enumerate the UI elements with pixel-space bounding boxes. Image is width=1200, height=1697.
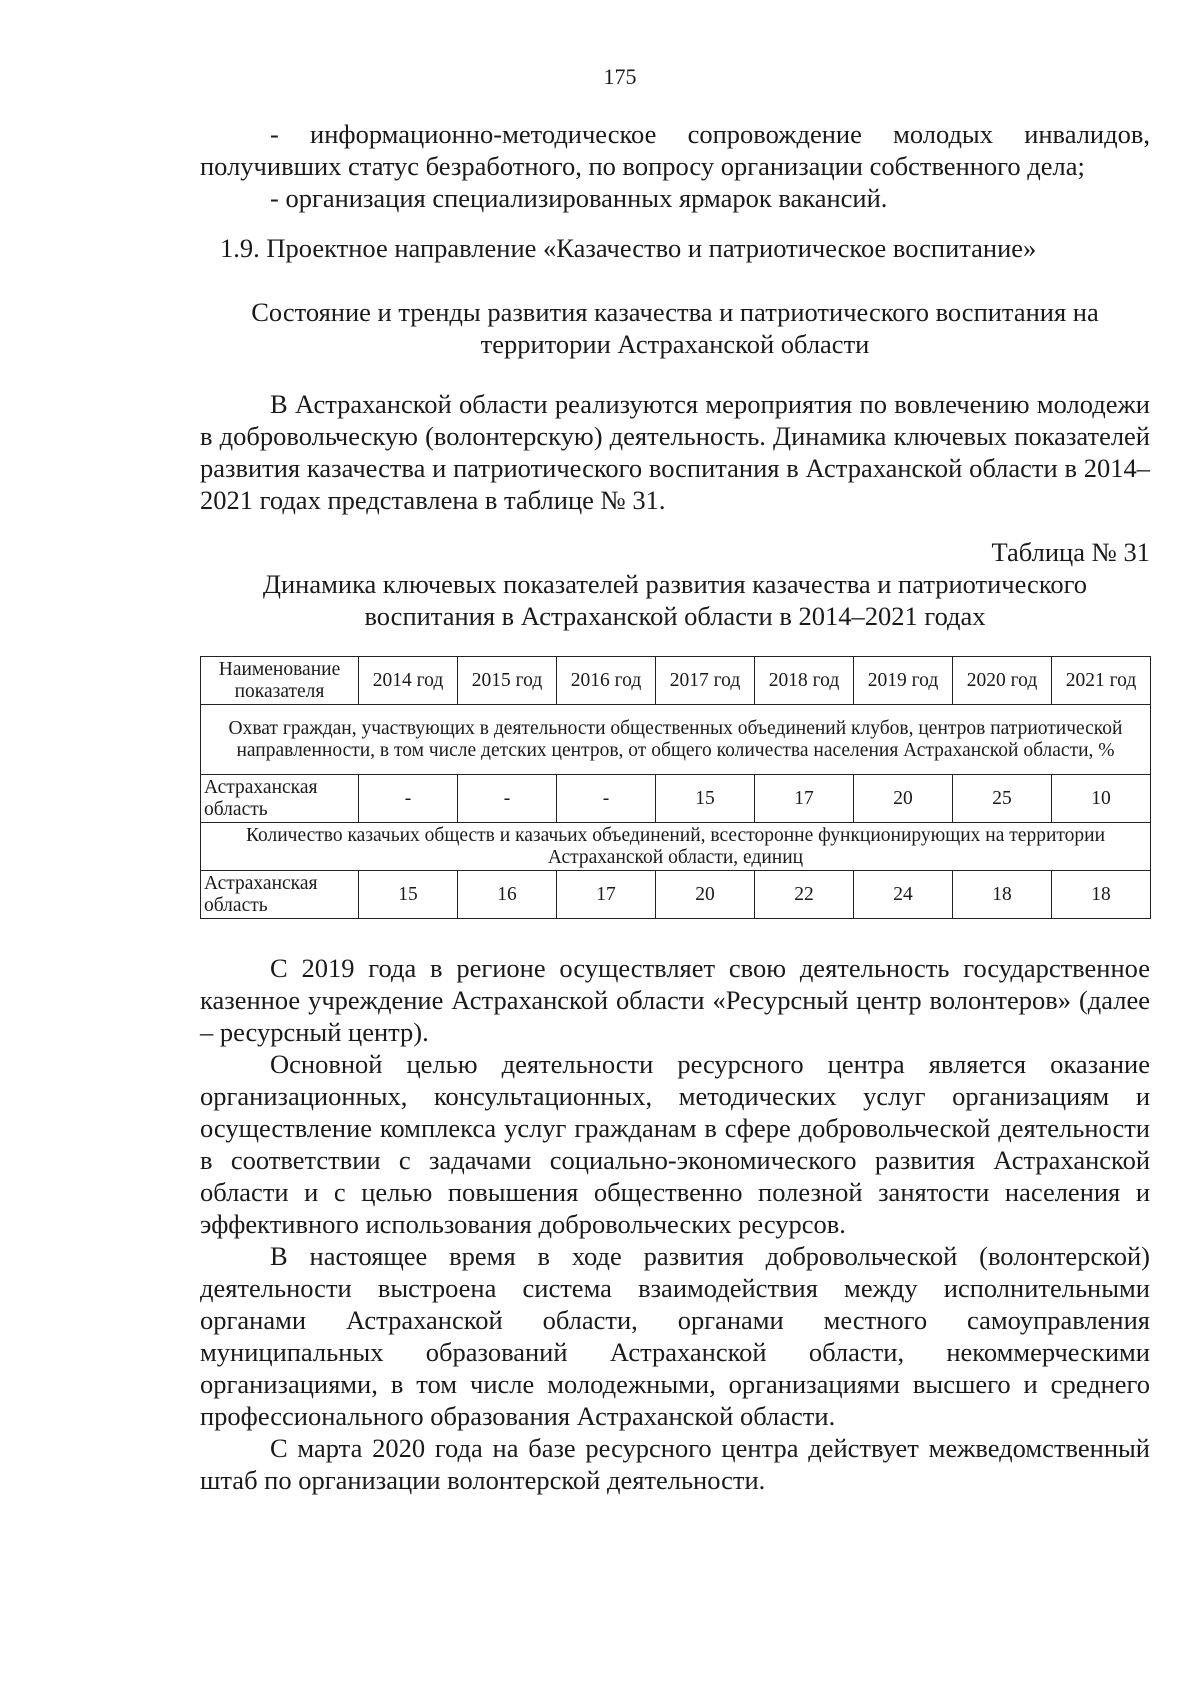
paragraph: Основной целью деятельности ресурсного центра является оказание организационных, консультационных, методических услуг организациям и осуществление комплекса услуг гражданам в сфере добровольческой деятельности в соответствии с задачами социально-экономического развития Астраханской области и с целью повышения общественно полезной занятости населения и эффективного использования добровольческих ресурсов. [200, 1049, 1150, 1239]
table-cell: 10 [1052, 775, 1151, 823]
section-title: Количество казачьих обществ и казачьих объединений, всесторонне функционирующих на территории Астраханской области, единиц [201, 823, 1151, 871]
table-cell: 18 [1052, 871, 1151, 919]
table-cell: - [458, 775, 557, 823]
table-cell: 22 [755, 871, 854, 919]
table-caption: Динамика ключевых показателей развития казачества и патриотического воспитания в Астраханской области в 2014–2021 годах [262, 569, 1088, 631]
table-cell: - [557, 775, 656, 823]
header-cell: 2018 год [755, 657, 854, 705]
paragraph: В Астраханской области реализуются мероприятия по вовлечению молодежи в добровольческую (волонтерскую) деятельность. Динамика ключевых показателей развития казачества и патриотического воспитания в Астраханской области в 2014–2021 годах представлена в таблице № 31. [200, 389, 1150, 515]
table-row [201, 775, 1151, 823]
table-cell: 15 [359, 871, 458, 919]
indicators-table [200, 656, 1151, 919]
header-cell: 2016 год [557, 657, 656, 705]
table-section-row [201, 823, 1151, 871]
paragraph: С 2019 года в регионе осуществляет свою деятельность государственное казенное учреждение Астраханской области «Ресурсный центр волонтеров» (далее – ресурсный центр). [200, 953, 1150, 1047]
list-item: - организация специализированных ярмарок вакансий. [270, 183, 888, 213]
list-item: - информационно-методическое сопровождение молодых инвалидов, получивших статус безработного, по вопросу организации собственного дела; [200, 119, 1150, 181]
header-cell: 2017 год [656, 657, 755, 705]
section-heading: 1.9. Проектное направление «Казачество и патриотическое воспитание» [220, 233, 1037, 263]
table-cell: - [359, 775, 458, 823]
header-cell: 2014 год [359, 657, 458, 705]
table-cell: 25 [953, 775, 1052, 823]
table-cell: 17 [557, 871, 656, 919]
header-cell: 2019 год [854, 657, 953, 705]
table-cell: 24 [854, 871, 953, 919]
table-cell: 18 [953, 871, 1052, 919]
table-row [201, 871, 1151, 919]
page-number: 175 [603, 64, 637, 89]
intro-paragraph [200, 388, 1150, 516]
table-section-row [201, 705, 1151, 775]
subheading: Состояние и тренды развития казачества и патриотического воспитания на территории Астраханской области [251, 297, 1099, 359]
header-cell: 2020 год [953, 657, 1052, 705]
table-label: Таблица № 31 [991, 537, 1150, 567]
table-cell: 20 [656, 871, 755, 919]
table-cell: 16 [458, 871, 557, 919]
paragraph: В настоящее время в ходе развития добровольческой (волонтерской) деятельности выстроена система взаимодействия между исполнительными органами Астраханской области, органами местного самоуправления муниципальных образований Астраханской области, некоммерческими организациями, в том числе молодежными, организациями высшего и среднего профессионального образования Астраханской области. [200, 1241, 1150, 1431]
table-cell: 20 [854, 775, 953, 823]
row-label: Астраханская область [201, 775, 359, 823]
intro-list [200, 118, 1150, 214]
header-cell: Наименование показателя [201, 657, 359, 705]
header-cell: 2021 год [1052, 657, 1151, 705]
header-cell: 2015 год [458, 657, 557, 705]
section-title: Охват граждан, участвующих в деятельности общественных объединений клубов, центров патриотической направленности, в том числе детских центров, от общего количества населения Астраханской области, % [201, 705, 1151, 775]
row-label: Астраханская область [201, 871, 359, 919]
body-text [200, 952, 1150, 1496]
table-header-row [201, 657, 1151, 705]
table-cell: 15 [656, 775, 755, 823]
paragraph: С марта 2020 года на базе ресурсного центра действует межведомственный штаб по организации волонтерской деятельности. [200, 1433, 1150, 1495]
table-cell: 17 [755, 775, 854, 823]
